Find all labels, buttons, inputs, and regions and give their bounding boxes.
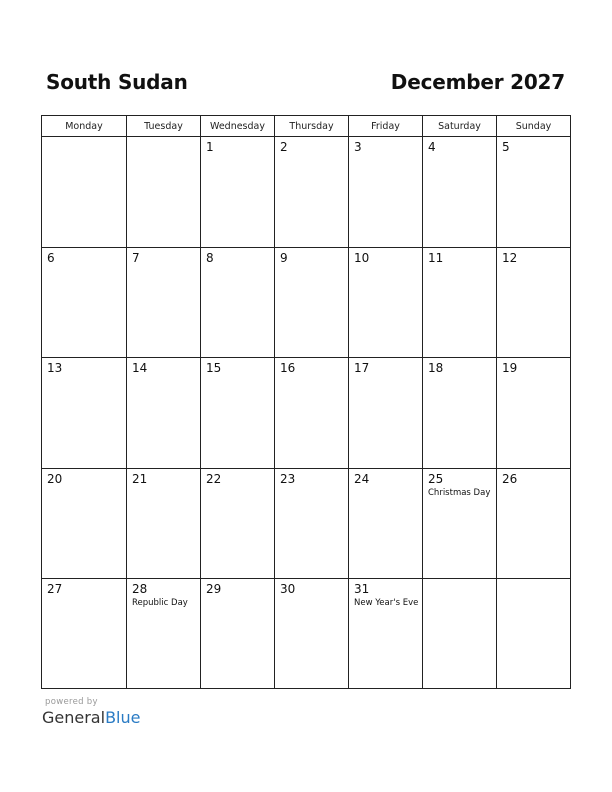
day-cell-31 — [349, 579, 423, 689]
weekday-header-thursday: Thursday — [275, 116, 349, 136]
weekday-header-saturday: Saturday — [423, 116, 497, 136]
day-cell-3 — [349, 137, 423, 247]
weekday-header-wednesday: Wednesday — [201, 116, 275, 136]
day-number: 16 — [280, 361, 296, 375]
day-cell-24 — [349, 469, 423, 578]
day-cell-empty — [42, 137, 127, 247]
day-cell-empty — [127, 137, 201, 247]
day-cell-11 — [423, 248, 497, 357]
week-row — [42, 358, 570, 469]
day-cell-2 — [275, 137, 349, 247]
day-cell-empty — [423, 579, 497, 689]
day-number: 20 — [47, 472, 63, 486]
weekday-header-tuesday: Tuesday — [127, 116, 201, 136]
day-cell-empty — [497, 579, 570, 689]
holiday-label: Republic Day — [132, 598, 188, 608]
generalblue-logo[interactable] — [42, 708, 140, 727]
day-cell-28 — [127, 579, 201, 689]
day-number: 1 — [206, 140, 214, 154]
calendar-grid — [41, 115, 571, 689]
day-number: 5 — [502, 140, 510, 154]
brand-general-text: General — [42, 708, 106, 727]
day-number: 7 — [132, 251, 140, 265]
weekday-header-friday: Friday — [349, 116, 423, 136]
day-cell-10 — [349, 248, 423, 357]
day-number: 6 — [47, 251, 55, 265]
day-cell-26 — [497, 469, 570, 578]
day-number: 27 — [47, 582, 63, 596]
day-number: 22 — [206, 472, 222, 486]
weekday-header-row — [42, 116, 570, 137]
month-year-title: December 2027 — [390, 70, 565, 94]
day-number: 29 — [206, 582, 222, 596]
day-number: 21 — [132, 472, 148, 486]
day-number: 10 — [354, 251, 370, 265]
weekday-header-sunday: Sunday — [515, 121, 552, 132]
day-number: 9 — [280, 251, 288, 265]
day-cell-6 — [42, 248, 127, 357]
day-number: 12 — [502, 251, 518, 265]
week-row — [42, 579, 570, 689]
day-number: 19 — [502, 361, 518, 375]
day-cell-29 — [201, 579, 275, 689]
day-number: 31 — [354, 582, 370, 596]
day-cell-13 — [42, 358, 127, 468]
day-number: 11 — [428, 251, 444, 265]
day-number: 26 — [502, 472, 518, 486]
day-number: 23 — [280, 472, 296, 486]
country-title: South Sudan — [46, 70, 188, 94]
day-cell-22 — [201, 469, 275, 578]
day-number: 13 — [47, 361, 63, 375]
day-number: 2 — [280, 140, 288, 154]
holiday-label: New Year's Eve — [354, 598, 419, 608]
day-cell-15 — [201, 358, 275, 468]
day-cell-30 — [275, 579, 349, 689]
brand-blue-text: Blue — [105, 708, 141, 727]
day-cell-21 — [127, 469, 201, 578]
week-row — [42, 137, 570, 248]
day-cell-1 — [201, 137, 275, 247]
powered-by-label: powered by — [45, 697, 98, 707]
day-number: 28 — [132, 582, 148, 596]
day-number: 3 — [354, 140, 362, 154]
day-number: 14 — [132, 361, 148, 375]
day-cell-27 — [42, 579, 127, 689]
day-cell-25 — [423, 469, 497, 578]
day-cell-8 — [201, 248, 275, 357]
day-number: 8 — [206, 251, 214, 265]
day-number: 17 — [354, 361, 370, 375]
day-cell-7 — [127, 248, 201, 357]
day-cell-5 — [497, 137, 570, 247]
day-cell-17 — [349, 358, 423, 468]
holiday-label: Christmas Day — [428, 488, 491, 498]
day-number: 4 — [428, 140, 436, 154]
day-cell-14 — [127, 358, 201, 468]
day-cell-23 — [275, 469, 349, 578]
day-cell-12 — [497, 248, 570, 357]
day-cell-16 — [275, 358, 349, 468]
weekday-header-monday: Monday — [42, 116, 127, 136]
day-number: 25 — [428, 472, 444, 486]
day-number: 18 — [428, 361, 444, 375]
day-cell-20 — [42, 469, 127, 578]
day-cell-19 — [497, 358, 570, 468]
day-cell-18 — [423, 358, 497, 468]
day-number: 30 — [280, 582, 296, 596]
day-cell-4 — [423, 137, 497, 247]
week-row — [42, 248, 570, 358]
week-row — [42, 469, 570, 579]
day-number: 24 — [354, 472, 370, 486]
day-cell-9 — [275, 248, 349, 357]
day-number: 15 — [206, 361, 222, 375]
